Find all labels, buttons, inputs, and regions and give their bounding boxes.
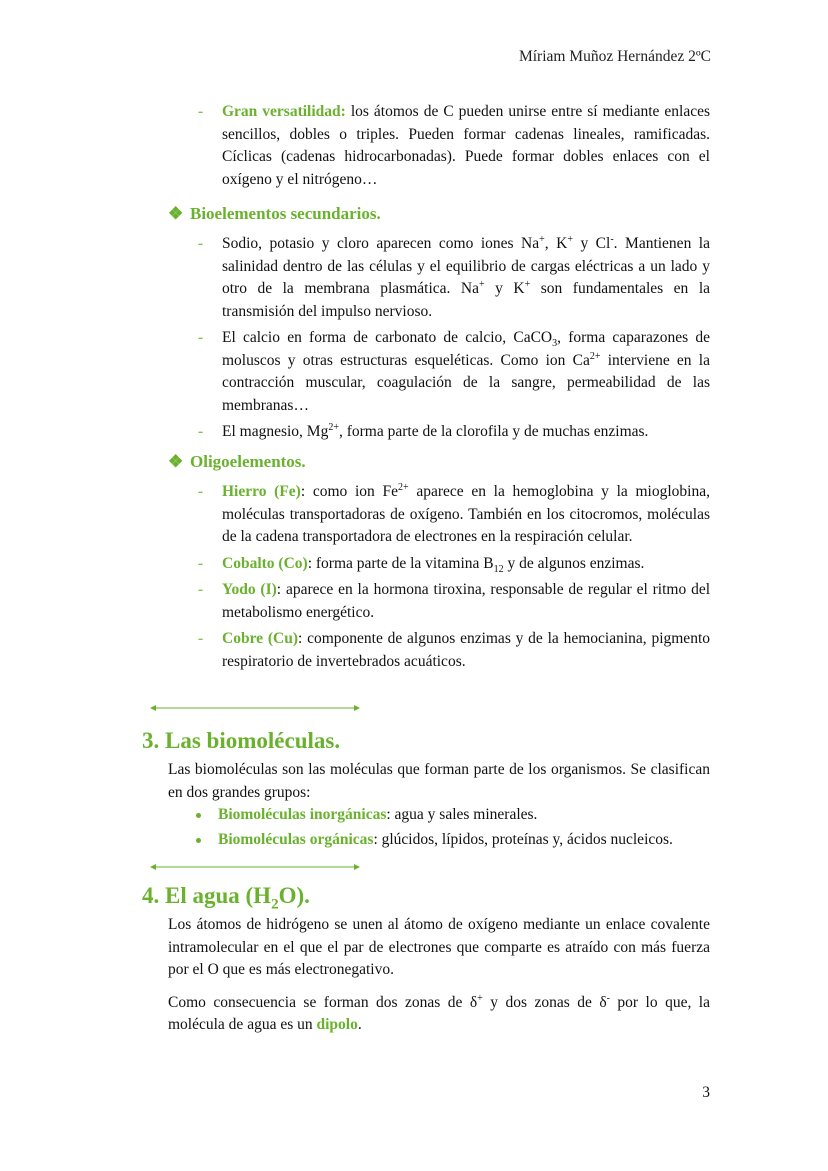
text-span: : forma parte de la vitamina B xyxy=(307,554,494,572)
section-agua xyxy=(0,880,828,1037)
page-header-author: Míriam Muñoz Hernández 2ºC xyxy=(518,48,711,65)
superscript: + xyxy=(477,992,483,1004)
superscript: - xyxy=(606,992,610,1004)
oligo-item-cobalto xyxy=(198,553,710,576)
text-span: y dos zonas de δ xyxy=(482,993,607,1011)
versatilidad-text: los átomos de C pueden unirse entre sí mediante enlaces sencillos, dobles o triples. Pueden formar cadenas lineales, ramificadas. Cíclicas (cadenas hidrocarbonadas). Puede formar dobles enlaces con el oxígeno y el nitrógeno… xyxy=(222,103,711,188)
term-colon: : xyxy=(340,103,346,120)
dash-marker: - xyxy=(198,581,204,598)
text-span: por lo que, la molécula de agua es un xyxy=(168,993,710,1033)
text-span: El magnesio, Mg xyxy=(222,423,329,440)
superscript: - xyxy=(610,233,614,245)
superscript: 2+ xyxy=(397,481,409,493)
secundarios-item-calcio xyxy=(198,327,710,417)
agua-paragraph-2 xyxy=(168,992,710,1037)
text-span: , K xyxy=(544,235,568,252)
versatilidad-item xyxy=(198,101,711,191)
text-span: Como consecuencia se forman dos zonas de δ xyxy=(168,993,478,1011)
text-span: son fundamentales en la transmisión del impulso nervioso. xyxy=(222,280,711,320)
page-number: 3 xyxy=(702,1084,710,1101)
subscript: 3 xyxy=(552,338,558,350)
biomoleculas-bullet-inorganicas xyxy=(218,804,710,827)
term-yodo: Yodo (I) xyxy=(222,581,277,598)
dash-marker: - xyxy=(198,554,204,572)
superscript: + xyxy=(524,278,531,290)
text-span: , forma parte de la clorofila y de muchas enzimas. xyxy=(338,423,649,440)
superscript: 2+ xyxy=(589,350,601,362)
section-divider-arrow xyxy=(150,862,360,872)
diamond-bullet-icon: ❖ xyxy=(168,204,184,223)
section-divider-arrow xyxy=(150,703,360,713)
text-span: : aparece en la hormona tiroxina, responsable de regular el ritmo del metabolismo energético. xyxy=(222,581,710,621)
subscript: 2 xyxy=(271,896,279,913)
text-span: . Mantienen la salinidad dentro de las células y el equilibrio de cargas eléctricas a un lado y otro de la membrana plasmática. Na xyxy=(222,235,710,297)
dash-marker: - xyxy=(198,630,204,647)
secundarios-block xyxy=(0,201,828,448)
superscript: + xyxy=(539,233,545,245)
superscript: + xyxy=(478,278,485,290)
text-span: : agua y sales minerales. xyxy=(386,806,538,823)
text-span: , forma caparazones de moluscos y otras estructuras esqueléticas. Como ion Ca xyxy=(222,329,710,369)
heading-biomoleculas: 3. Las biomoléculas. xyxy=(142,728,341,753)
oligo-item-yodo xyxy=(198,579,710,624)
superscript: + xyxy=(567,233,573,245)
text-span: : glúcidos, lípidos, proteínas y, ácidos nucleicos. xyxy=(373,830,673,848)
superscript: 2+ xyxy=(328,421,339,433)
term-dipolo: dipolo xyxy=(316,1016,358,1033)
bullet-dot xyxy=(196,813,201,818)
term-hierro: Hierro (Fe) xyxy=(222,483,301,500)
oligo-block xyxy=(0,449,828,677)
text-span: y Cl xyxy=(572,235,611,252)
dash-marker: - xyxy=(198,103,204,120)
diamond-bullet-icon: ❖ xyxy=(168,452,184,471)
heading-agua xyxy=(142,880,828,912)
subheading-secundarios-text: Bioelementos secundarios. xyxy=(190,204,381,223)
agua-paragraph-1: Los átomos de hidrógeno se unen al átomo de oxígeno mediante un enlace covalente intramolecular en el que el par de electrones que comparte es atraído con más fuerza por el O que es más electronegativo. xyxy=(168,916,710,978)
text-span: O). xyxy=(278,883,310,908)
text-span: : componente de algunos enzimas y de la hemocianina, pigmento respiratorio de invertebrados acuáticos. xyxy=(222,630,710,670)
text-span: interviene en la contracción muscular, coagulación de la sangre, permeabilidad de las membranas… xyxy=(222,351,710,414)
oligo-item-cobre xyxy=(198,628,710,673)
biomoleculas-bullet-organicas xyxy=(218,829,710,852)
term-organicas: Biomoléculas orgánicas xyxy=(218,830,374,848)
text-span: Sodio, potasio y cloro aparecen como iones Na xyxy=(222,235,540,252)
text-span: El calcio en forma de carbonato de calcio, CaCO xyxy=(222,329,553,346)
versatilidad-block xyxy=(0,101,828,195)
bullet-dot xyxy=(196,838,201,843)
dash-marker: - xyxy=(198,483,204,500)
subheading-secundarios xyxy=(168,201,828,227)
text-span: y de algunos enzimas. xyxy=(503,554,645,572)
text-span: 4. El agua (H xyxy=(142,883,272,908)
dash-marker: - xyxy=(198,329,204,346)
secundarios-item-magnesio xyxy=(198,421,710,444)
secundarios-item-sodio xyxy=(198,233,711,323)
term-inorganicas: Biomoléculas inorgánicas xyxy=(218,806,387,823)
term-cobre: Cobre (Cu) xyxy=(222,630,298,647)
oligo-item-hierro xyxy=(198,481,710,549)
term-cobalto: Cobalto (Co) xyxy=(222,554,308,572)
text-span: : como ion Fe xyxy=(300,483,398,500)
section-biomoleculas xyxy=(0,725,828,851)
text-span: y K xyxy=(484,280,525,297)
term-versatilidad: Gran versatilidad xyxy=(222,103,341,120)
biomoleculas-intro: Las biomoléculas son las moléculas que forman parte de los organismos. Se clasifican en dos grandes grupos: xyxy=(168,761,710,801)
text-span: . xyxy=(357,1016,362,1033)
text-span: aparece en la hemoglobina y la mioglobina, moléculas transportadoras de oxígeno. También en los citocromos, moléculas de la cadena transportadora de electrones en la respiración celular. xyxy=(222,483,710,545)
subheading-oligo xyxy=(168,449,828,475)
dash-marker: - xyxy=(198,235,204,252)
subheading-oligo-text: Oligoelementos. xyxy=(190,452,306,471)
dash-marker: - xyxy=(198,423,204,440)
subscript: 12 xyxy=(493,563,504,575)
